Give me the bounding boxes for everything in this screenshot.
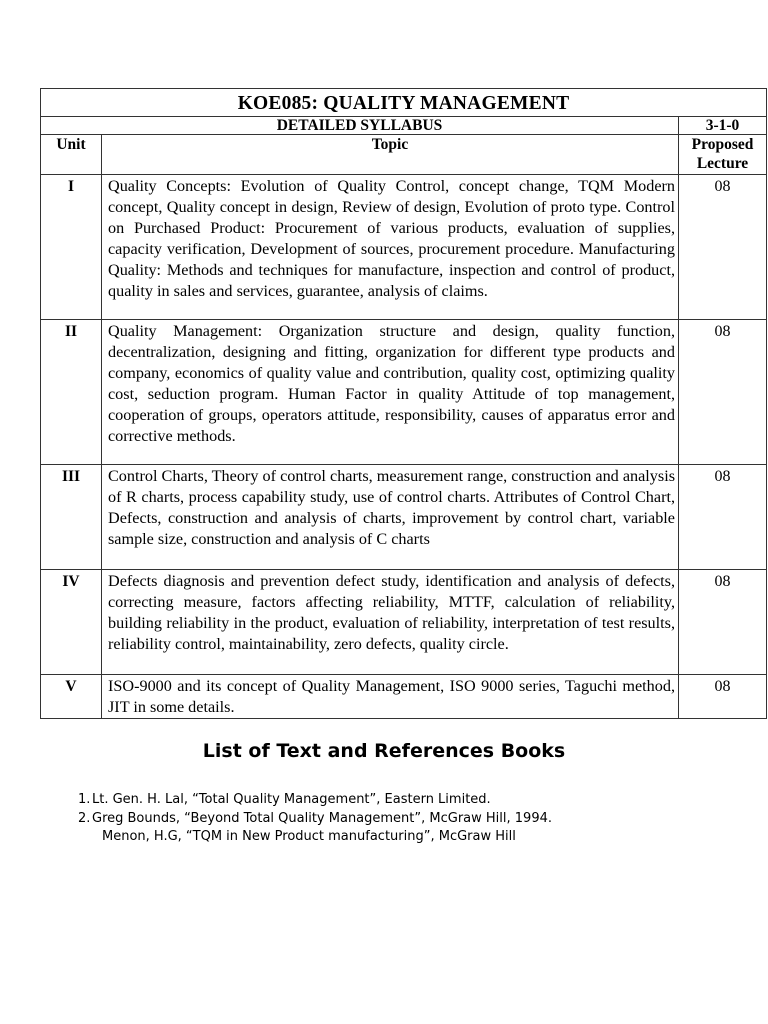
unit-topic: Defects diagnosis and prevention defect study, identification and analysis of defects, correcting measure, factors affecting reliability, MTTF, calculation of reliability, building reliability in the product, evaluation of reliability, interpretation of test results, reliability control, maintainability, zero defects, quality circle. xyxy=(102,570,679,675)
unit-number: IV xyxy=(41,570,102,675)
syllabus-subheading: DETAILED SYLLABUS xyxy=(41,117,679,135)
table-row xyxy=(41,675,767,719)
reference-text: Lt. Gen. H. Lal, “Total Quality Management”, Eastern Limited. xyxy=(92,792,491,807)
unit-number: I xyxy=(41,175,102,320)
lecture-header-line1: Proposed xyxy=(691,136,754,153)
references-list xyxy=(78,791,552,847)
table-row xyxy=(41,465,767,570)
course-title: KOE085: QUALITY MANAGEMENT xyxy=(41,89,767,117)
unit-lectures: 08 xyxy=(679,675,767,719)
unit-topic: Control Charts, Theory of control charts, measurement range, construction and analysis of R charts, process capability study, use of control charts. Attributes of Control Chart, Defects, construction and analysis of charts, improvement by control chart, variable sample size, construction and analysis of C charts xyxy=(102,465,679,570)
unit-column-header: Unit xyxy=(41,135,102,175)
unit-topic: Quality Management: Organization structure and design, quality function, decentralization, designing and fitting, organization for different type products and company, economics of quality value and contribution, quality cost, optimizing quality cost, seduction program. Human Factor in quality Attitude of top management, cooperation of groups, operators attitude, responsibility, causes of apparatus error and corrective methods. xyxy=(102,320,679,465)
unit-topic: Quality Concepts: Evolution of Quality Control, concept change, TQM Modern concept, Quality concept in design, Review of design, Evolution of proto type. Control on Purchased Product: Procurement of various products, evaluation of supplies, capacity verification, Development of sources, procurement procedure. Manufacturing Quality: Methods and techniques for manufacture, inspection and control of product, quality in sales and services, guarantee, analysis of claims. xyxy=(102,175,679,320)
list-item xyxy=(78,810,552,829)
unit-lectures: 08 xyxy=(679,465,767,570)
reference-continuation: Menon, H.G, “TQM in New Product manufacturing”, McGraw Hill xyxy=(102,829,516,844)
topic-column-header: Topic xyxy=(102,135,679,175)
syllabus-table xyxy=(40,88,767,719)
lecture-column-header xyxy=(679,135,767,175)
reference-number: 2. xyxy=(78,810,91,826)
unit-topic: ISO-9000 and its concept of Quality Management, ISO 9000 series, Taguchi method, JIT in some details. xyxy=(102,675,679,719)
ltp-value: 3-1-0 xyxy=(679,117,767,135)
unit-lectures: 08 xyxy=(679,175,767,320)
reference-number: 1. xyxy=(78,792,91,807)
reference-text: Greg Bounds, “Beyond Total Quality Management”, McGraw Hill, 1994. xyxy=(92,810,552,826)
table-row xyxy=(41,320,767,465)
unit-number: V xyxy=(41,675,102,719)
lecture-header-line2: Lecture xyxy=(696,155,749,172)
unit-lectures: 08 xyxy=(679,320,767,465)
unit-lectures: 08 xyxy=(679,570,767,675)
table-row xyxy=(41,570,767,675)
table-row xyxy=(41,175,767,320)
unit-number: II xyxy=(41,320,102,465)
list-item xyxy=(78,791,552,810)
unit-number: III xyxy=(41,465,102,570)
references-heading: List of Text and References Books xyxy=(202,740,566,762)
